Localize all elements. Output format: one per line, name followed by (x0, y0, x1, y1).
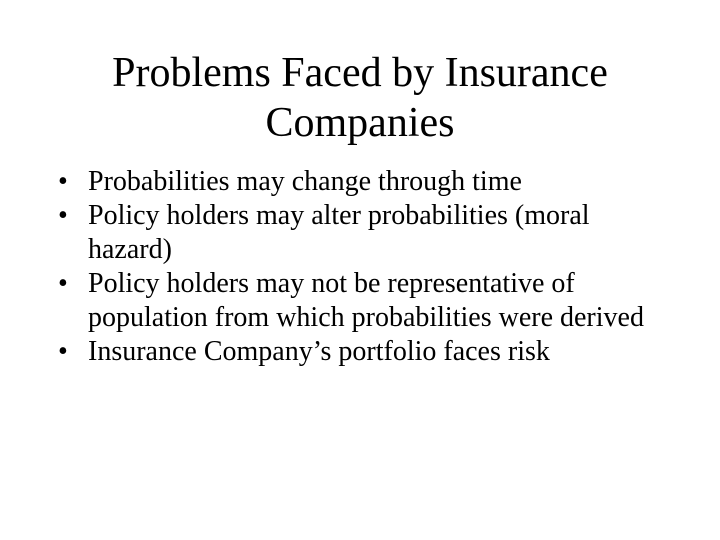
slide-title (0, 48, 720, 148)
bullet-item (58, 199, 678, 267)
bullet-text: Policy holders may not be representative of population from which probabilities were derived (88, 268, 644, 333)
bullet-text: Policy holders may alter probabilities (moral hazard) (88, 200, 590, 265)
bullet-dot-icon: • (58, 200, 68, 231)
bullet-item (58, 267, 678, 335)
slide-title-line-1: Problems Faced by Insurance (112, 50, 608, 96)
bullet-item (58, 335, 678, 369)
bullet-dot-icon: • (58, 268, 68, 299)
bullet-text: Probabilities may change through time (88, 166, 522, 197)
bullet-list (58, 165, 678, 369)
bullet-dot-icon: • (58, 166, 68, 197)
bullet-item (58, 165, 678, 199)
bullet-dot-icon: • (58, 336, 68, 367)
bullet-text: Insurance Company’s portfolio faces risk (88, 336, 550, 367)
slide-title-line-2: Companies (265, 100, 455, 146)
